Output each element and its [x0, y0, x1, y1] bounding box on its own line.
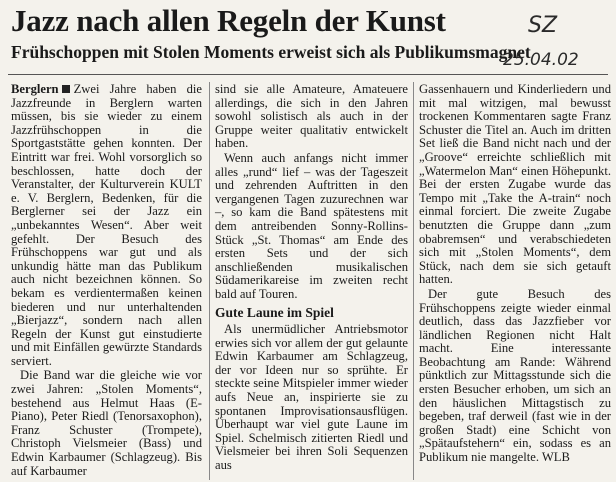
paragraph — [11, 83, 202, 368]
paragraph: Der gute Besuch des Frühschoppens zeigte wieder einmal deutlich, dass das Jazzfieber vor ländlichen Regionen nicht Halt macht. Eine interessante Beobachtung am Rande: Während pünktlich zur Mittagsstunde sich die ersten Besucher erhoben, um sich an den häuslichen Mittagstisch zu begeben, traf derweil (fast wie in der großen Stadt) eine Schicht von „Spätaufstehern“ ein, sodass es an Publikum nie mangelte. WLB — [419, 286, 611, 465]
article-column-1 — [11, 83, 202, 479]
paragraph: Die Band war die gleiche wie vor zwei Jahren: „Stolen Moments“, bestehend aus Helmut Haas (E-Piano), Peter Riedl (Tenorsaxophon), Franz Schuster (Trompete), Christoph Vielsmeier (Bass) und Edwin Karbaumer (Schlagzeug). Bis auf Karbaumer — [11, 368, 202, 478]
paragraph: Wenn auch anfangs nicht immer alles „rund“ lief – was der Tageszeit und zehrenden Auftritten in den vergangenen Tagen zuzurechnen war –, so kam die Band spätestens mit dem antreibenden Sonny-Rollins-Stück „St. Thomas“ am Ende des ersten Sets und der sich anschließenden musikalischen Südamerikareise im zweiten recht bald auf Touren. — [215, 150, 408, 301]
header-rule — [8, 74, 608, 75]
paragraph-text: Zwei Jahre haben die Jazzfreunde in Berglern warten müssen, bis sie wieder zu einem Jazzfrühschoppen in die Sportgaststätte gehen konnten. Der Eintritt war frei. Wohl vorsorglich so beschlossen, hatte doch der Veranstalter, der Kulturverein KULT e. V. Berglern, Bedenken, für die Berglerner sei der Jazz ein „unbekanntes Wesen“. Aber weit gefehlt. Der Besuch des Frühschoppens war gut und als unkundig hätte man das Publikum auch nicht bezeichnen können. So bekam es verdientermaßen keinen biederen und nur unterhaltenden „Bierjazz“, sondern nach allen Regeln der Kunst gut einstudierte und mit Einfällen gewürzte Standards serviert. — [11, 82, 202, 368]
column-divider — [413, 82, 414, 480]
handwritten-source-note: SZ — [528, 13, 558, 38]
paragraph: sind sie alle Amateure, Amateuere allerdings, die sich in den Jahren sowohl solistisch als auch in der Gruppe weiter qualitativ entwickelt haben. — [215, 82, 408, 151]
subheadline: Frühschoppen mit Stolen Moments erweist sich als Publikumsmagnet — [11, 42, 531, 62]
article-column-2 — [215, 83, 408, 474]
handwritten-date-note: 25.04.02 — [503, 50, 579, 70]
headline: Jazz nach allen Regeln der Kunst — [11, 3, 446, 38]
paragraph: Gassenhauern und Kinderliedern und mit mal witzigen, mal bewusst trockenen Kommentaren sagte Franz Schuster die Titel an. Auch im dritten Set ließ die Band nicht nach und der „Groove“ erreichte schließlich mit „Watermelon Man“ einen Höhepunkt. Bei der ersten Zugabe wurde das Tempo mit „Take the A-train“ noch einmal forciert. Die zweite Zugabe benutzten die Gruppe dann „zum obabremsen“ und verabschiedeten sich mit „Stolen Moments“, dem Stück, nach dem sie sich getauft hatten. — [419, 82, 611, 287]
paragraph: Als unermüdlicher Antriebsmotor erwies sich vor allem der gut gelaunte Edwin Karbaumer am Schlagzeug, der vor Ideen nur so sprühte. Er steckte seine Mitspieler immer wieder aufs Neue an, inspirierte sie zu spontanen Improvisationsausflügen. Überhaupt war viel gute Laune im Spiel. Schelmisch zitierten Riedl und Vielsmeier bei ihren Soli Sequenzen aus — [215, 322, 408, 473]
dateline: Berglern — [11, 82, 59, 96]
article-column-3 — [419, 83, 611, 466]
crosshead: Gute Laune im Spiel — [215, 304, 334, 320]
column-divider — [209, 82, 210, 480]
square-bullet-icon — [62, 85, 70, 93]
